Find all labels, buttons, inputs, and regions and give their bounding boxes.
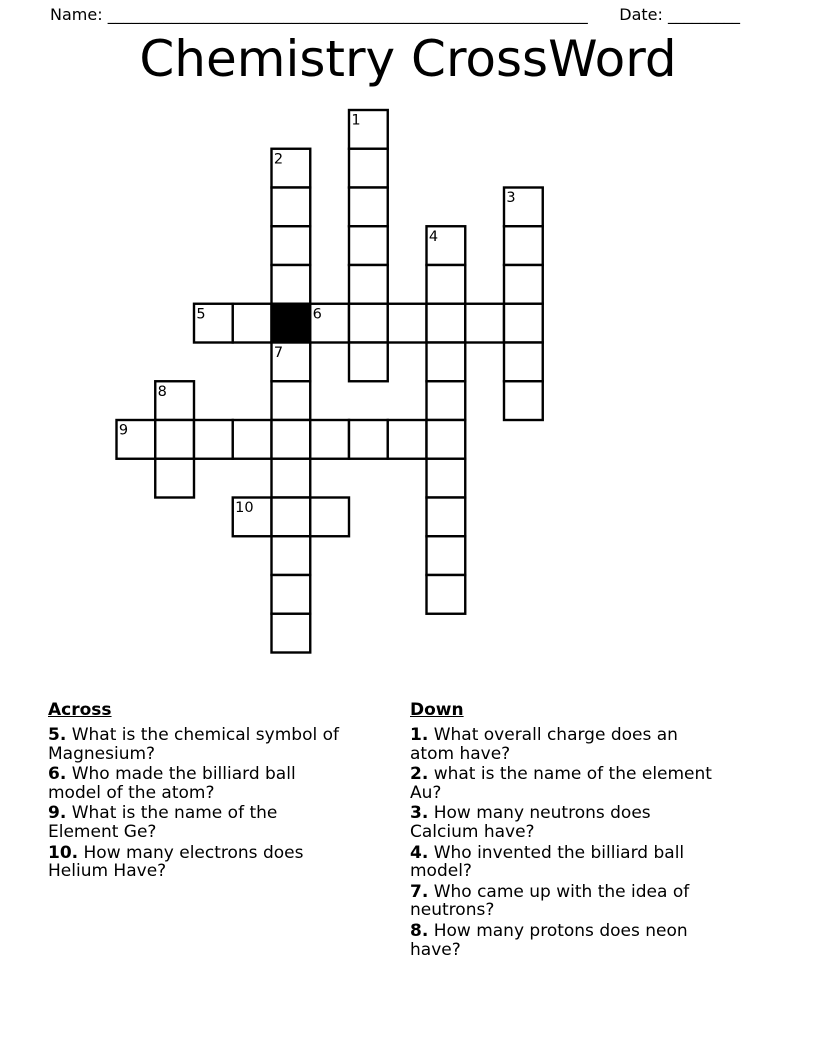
down-clue-list [410,726,716,959]
cell-number: 7 [273,345,284,362]
clue-item [48,844,349,881]
clue-text: How many protons does neon have? [410,920,688,960]
down-heading: Down [410,700,464,720]
clue-item [410,726,716,763]
clue-number: 7. [410,881,429,902]
clue-item [410,804,716,841]
clue-item [48,804,349,841]
page-title: Chemistry CrossWord [139,30,677,88]
clue-number: 6. [48,764,67,785]
cell-number: 2 [273,151,284,168]
grid-cell[interactable] [155,459,194,498]
clue-number: 5. [48,725,67,745]
across-clues-section [48,700,349,883]
grid-cell[interactable] [427,459,466,498]
across-heading: Across [48,700,112,720]
down-clues-section [410,700,716,961]
clue-number: 10. [48,842,79,863]
grid-cell[interactable] [349,265,388,304]
grid-cell[interactable] [349,420,388,459]
grid-cell[interactable] [233,304,272,343]
clue-text: What is the chemical symbol of Magnesium? [48,725,339,764]
clue-item [48,726,349,763]
clue-number: 2. [410,764,429,785]
cell-number: 5 [196,306,206,323]
clue-text: How many neutrons does Calcium have? [410,803,651,842]
grid-cell[interactable] [349,343,388,382]
grid-cell[interactable] [465,304,504,343]
cell-number: 1 [351,112,361,129]
grid-cell[interactable] [310,498,349,537]
clue-text: Who made the billiard ball model of the atom? [48,764,296,803]
grid-cell[interactable] [427,420,466,459]
cell-number: 3 [506,190,516,207]
grid-cell[interactable] [427,381,466,420]
grid-cell[interactable] [272,536,311,575]
name-label: Name: [50,5,103,24]
grid-cell[interactable] [504,226,543,265]
clue-text: How many electrons does Helium Have? [48,842,304,882]
grid-cell[interactable] [155,420,194,459]
grid-cell[interactable] [349,149,388,188]
black-cell [272,304,311,343]
clue-item [410,922,716,959]
clue-item [410,765,716,802]
cell-number: 10 [235,500,254,517]
grid-cell[interactable] [504,265,543,304]
grid-cell[interactable] [272,498,311,537]
grid-cell[interactable] [272,614,311,653]
across-clue-list [48,726,349,881]
grid-cell[interactable] [349,188,388,227]
grid-cell[interactable] [427,265,466,304]
date-blank-line: _________ [668,5,740,24]
grid-cell[interactable] [504,343,543,382]
grid-cell[interactable] [272,381,311,420]
clue-number: 8. [410,920,429,941]
grid-cell[interactable] [388,420,427,459]
grid-cell[interactable] [427,536,466,575]
clue-text: Who came up with the idea of neutrons? [410,881,690,921]
clue-text: Who invented the billiard ball model? [410,842,685,882]
clue-text: What overall charge does an atom have? [410,725,678,764]
clue-item [410,844,716,881]
grid-cell[interactable] [349,304,388,343]
clue-item [410,883,716,920]
grid-cell[interactable] [272,575,311,614]
grid-cell[interactable] [427,304,466,343]
name-blank-line: ____________________________________________________________ [107,5,588,24]
clue-number: 3. [410,803,429,824]
grid-cell[interactable] [349,226,388,265]
clue-number: 1. [410,725,429,745]
grid-cell[interactable] [272,226,311,265]
grid-cell[interactable] [504,304,543,343]
date-label: Date: [619,5,663,24]
grid-cell[interactable] [272,459,311,498]
cell-number: 9 [118,422,129,439]
clue-text: what is the name of the element Au? [410,764,712,803]
grid-cell[interactable] [427,343,466,382]
cell-number: 8 [157,383,167,400]
grid-cell[interactable] [194,420,233,459]
grid-cell[interactable] [272,265,311,304]
grid-cell[interactable] [233,420,272,459]
grid-cell[interactable] [388,304,427,343]
clue-item [48,765,349,802]
cell-number: 4 [428,228,439,245]
clue-text: What is the name of the Element Ge? [48,803,278,842]
grid-cell[interactable] [504,381,543,420]
grid-cell[interactable] [427,575,466,614]
grid-cell[interactable] [427,498,466,537]
grid-cell[interactable] [272,420,311,459]
cell-number: 6 [312,306,322,323]
grid-cell[interactable] [272,188,311,227]
clue-number: 9. [48,803,67,824]
grid-cell[interactable] [310,420,349,459]
clue-number: 4. [410,842,429,863]
